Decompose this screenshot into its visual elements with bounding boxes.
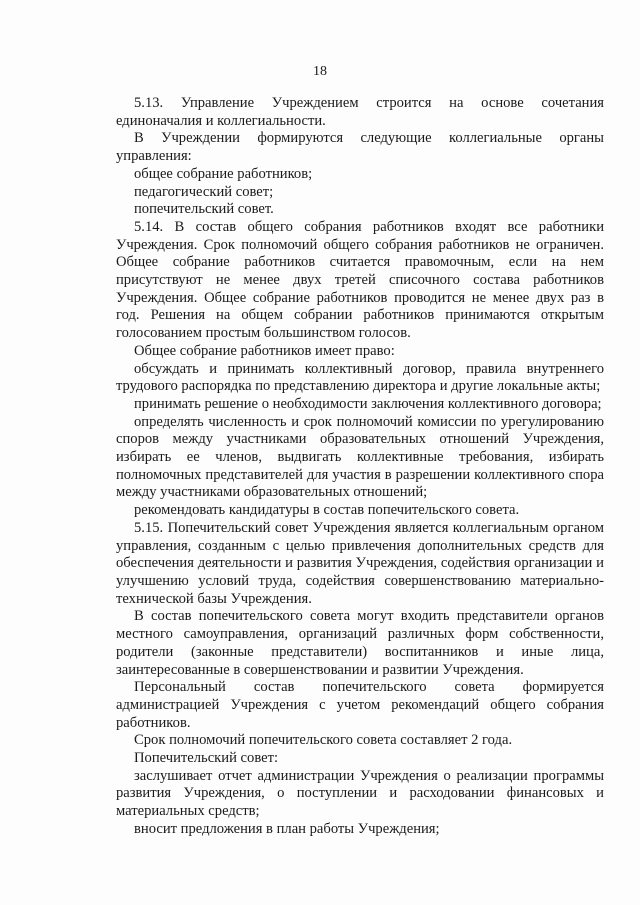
- list-item-recommend-candidates: рекомендовать кандидатуры в состав попечительского совета.: [134, 502, 520, 519]
- paragraph-5-15: 5.15. Попечительский совет Учреждения является коллегиальным органом управления, созданным с целью привлечения дополнительных средств для обеспечения деятельности и развития Учреждения, содействия организации и улучшению условий труда, содействия совершенствованию материально-технической базы Учреждения.: [116, 519, 604, 607]
- list-item-define-commission: определять численность и срок полномочий комиссии по урегулированию споров между участниками образовательных отношений Учреждения, избирать ее членов, выдвигать коллективные требования, избирать полномочных представителей для участия в разрешении коллективного спора между участниками образовательных отношений;: [116, 413, 604, 501]
- paragraph-meeting-rights-intro: Общее собрание работников имеет право:: [134, 342, 395, 359]
- paragraph-board-formation: Персональный состав попечительского совета формируется администрацией Учреждения с учетом рекомендаций общего собрания работников.: [116, 679, 604, 731]
- document-body: [116, 95, 604, 839]
- list-item-general-meeting: общее собрание работников;: [134, 165, 313, 182]
- list-item-discuss-agreement: обсуждать и принимать коллективный договор, правила внутреннего трудового распорядка по представлению директора и другие локальные акты;: [116, 360, 604, 395]
- paragraph-5-14: 5.14. В состав общего собрания работников входят все работники Учреждения. Срок полномочий общего собрания работников не ограничен. Общее собрание работников считается правомочным, если на нем присутствуют не менее двух третей списочного состава работников Учреждения. Общее собрание работников проводится не менее двух раз в год. Решения на общем собрании работников принимаются открытым голосованием простым большинством голосов.: [116, 218, 604, 342]
- paragraph-5-13: 5.13. Управление Учреждением строится на основе сочетания единоначалия и коллегиальности.: [116, 95, 604, 129]
- list-item-make-proposals: вносит предложения в план работы Учреждения;: [134, 820, 440, 837]
- list-item-pedagogical-council: педагогический совет;: [134, 183, 274, 200]
- paragraph-board-functions-intro: Попечительский совет:: [134, 750, 279, 767]
- paragraph-board-composition: В состав попечительского совета могут входить представители органов местного самоуправления, организаций различных форм собственности, родители (законные представители) воспитанников и иные лица, заинтересованные в совершенствовании и развитии Учреждения.: [116, 608, 604, 678]
- list-item-board-of-trustees: попечительский совет.: [134, 201, 274, 218]
- paragraph-board-term: Срок полномочий попечительского совета составляет 2 года.: [134, 732, 513, 749]
- paragraph-collegial-bodies-intro: В Учреждении формируются следующие коллегиальные органы управления:: [116, 130, 604, 165]
- list-item-decide-agreement: принимать решение о необходимости заключения коллективного договора;: [134, 395, 602, 412]
- page-number: 18: [313, 64, 327, 79]
- list-item-hear-report: заслушивает отчет администрации Учреждения о реализации программы развития Учреждения, о поступлении и расходовании финансовых и материальных средств;: [116, 767, 604, 820]
